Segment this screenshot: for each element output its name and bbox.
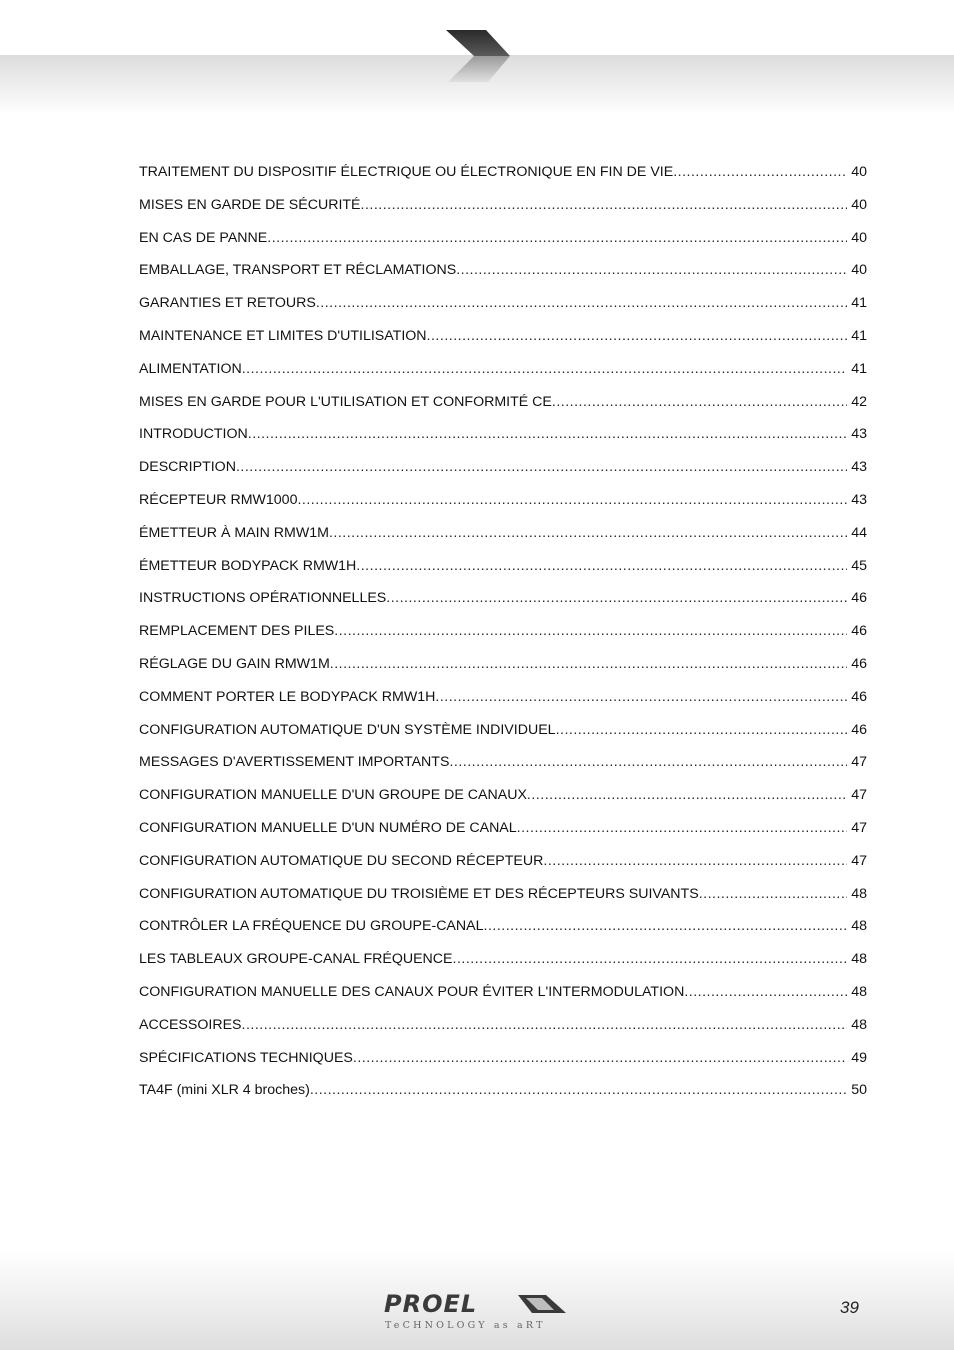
- proel-arrow-icon: [518, 1295, 566, 1313]
- toc-entry-page: 41: [851, 360, 867, 377]
- toc-entry-title: COMMENT PORTER LE BODYPACK RMW1H: [139, 688, 436, 705]
- toc-dot-leader: [361, 193, 848, 217]
- toc-entry[interactable]: [139, 586, 867, 619]
- toc-dot-leader: [673, 160, 847, 184]
- toc-dot-leader: [330, 652, 847, 676]
- toc-dot-leader: [517, 816, 848, 840]
- toc-entry-page: 48: [851, 885, 867, 902]
- toc-entry-page: 46: [851, 721, 867, 738]
- toc-dot-leader: [329, 521, 847, 545]
- toc-entry-title: REMPLACEMENT DES PILES: [139, 623, 335, 640]
- toc-entry[interactable]: [139, 652, 867, 685]
- toc-entry-page: 46: [851, 655, 867, 672]
- toc-entry-page: 40: [851, 262, 867, 279]
- toc-dot-leader: [435, 685, 847, 709]
- toc-dot-leader: [236, 455, 847, 479]
- toc-dot-leader: [310, 1078, 847, 1102]
- toc-dot-leader: [267, 226, 847, 250]
- toc-entry-title: EN CAS DE PANNE: [139, 229, 268, 246]
- toc-dot-leader: [297, 488, 847, 512]
- toc-entry[interactable]: [139, 390, 867, 423]
- toc-entry-title: ÉMETTEUR BODYPACK RMW1H: [139, 557, 357, 574]
- toc-entry-title: MESSAGES D'AVERTISSEMENT IMPORTANTS: [139, 754, 450, 771]
- toc-dot-leader: [453, 947, 848, 971]
- toc-entry[interactable]: [139, 619, 867, 652]
- toc-entry-title: ÉMETTEUR À MAIN RMW1M: [139, 524, 329, 541]
- toc-entry-title: MAINTENANCE ET LIMITES D'UTILISATION: [139, 327, 427, 344]
- toc-entry[interactable]: [139, 914, 867, 947]
- toc-dot-leader: [556, 718, 848, 742]
- toc-entry-page: 40: [851, 229, 867, 246]
- toc-dot-leader: [552, 390, 847, 414]
- toc-dot-leader: [356, 554, 847, 578]
- toc-entry-page: 45: [851, 557, 867, 574]
- toc-entry-title: ALIMENTATION: [139, 360, 242, 377]
- toc-entry-page: 50: [851, 1082, 867, 1099]
- toc-entry[interactable]: [139, 849, 867, 882]
- toc-entry-title: EMBALLAGE, TRANSPORT ET RÉCLAMATIONS: [139, 262, 457, 279]
- toc-dot-leader: [353, 1046, 847, 1070]
- toc-entry-title: CONTRÔLER LA FRÉQUENCE DU GROUPE-CANAL: [139, 918, 484, 935]
- toc-entry-title: CONFIGURATION AUTOMATIQUE DU SECOND RÉCEPTEUR: [139, 852, 544, 869]
- toc-entry[interactable]: [139, 685, 867, 718]
- toc-entry[interactable]: [139, 324, 867, 357]
- logo-tagline: TeCHNOLOGY as aRT: [385, 1320, 546, 1331]
- toc-entry-title: GARANTIES ET RETOURS: [139, 295, 316, 312]
- toc-entry-page: 43: [851, 459, 867, 476]
- toc-entry[interactable]: [139, 488, 867, 521]
- toc-entry[interactable]: [139, 718, 867, 751]
- toc-entry-page: 47: [851, 852, 867, 869]
- toc-dot-leader: [543, 849, 847, 873]
- toc-dot-leader: [456, 258, 847, 282]
- toc-entry-title: TRAITEMENT DU DISPOSITIF ÉLECTRIQUE OU ÉLECTRONIQUE EN FIN DE VIE: [139, 164, 674, 180]
- toc-entry-page: 41: [851, 295, 867, 312]
- toc-entry-page: 48: [851, 983, 867, 1000]
- toc-entry[interactable]: [139, 160, 867, 193]
- toc-dot-leader: [449, 750, 847, 774]
- proel-logo: [384, 1290, 570, 1334]
- toc-dot-leader: [334, 619, 847, 643]
- table-of-contents: [139, 160, 867, 1111]
- toc-entry-page: 49: [851, 1049, 867, 1066]
- toc-entry[interactable]: [139, 422, 867, 455]
- toc-entry-page: 43: [851, 426, 867, 443]
- toc-entry-page: 48: [851, 918, 867, 935]
- toc-entry-title: CONFIGURATION MANUELLE D'UN NUMÉRO DE CANAL: [139, 819, 517, 836]
- toc-entry-page: 48: [851, 951, 867, 968]
- toc-entry[interactable]: [139, 980, 867, 1013]
- page-number: 39: [840, 1298, 859, 1317]
- toc-dot-leader: [484, 914, 848, 938]
- toc-entry-page: 48: [851, 1016, 867, 1033]
- toc-entry[interactable]: [139, 947, 867, 980]
- toc-dot-leader: [684, 980, 847, 1004]
- toc-entry-title: RÉGLAGE DU GAIN RMW1M: [139, 655, 330, 672]
- double-chevron-arrow-icon: [440, 26, 514, 86]
- toc-entry-page: 47: [851, 819, 867, 836]
- toc-entry[interactable]: [139, 816, 867, 849]
- toc-entry-title: ACCESSOIRES: [139, 1016, 242, 1033]
- toc-entry[interactable]: [139, 291, 867, 324]
- toc-dot-leader: [386, 586, 847, 610]
- toc-dot-leader: [248, 422, 847, 446]
- toc-dot-leader: [527, 783, 847, 807]
- toc-entry-page: 41: [851, 327, 867, 344]
- toc-entry[interactable]: [139, 1078, 867, 1111]
- toc-entry-page: 46: [851, 688, 867, 705]
- toc-entry[interactable]: [139, 258, 867, 291]
- toc-entry-title: CONFIGURATION AUTOMATIQUE D'UN SYSTÈME INDIVIDUEL: [139, 721, 556, 738]
- toc-entry[interactable]: [139, 357, 867, 390]
- logo-wordmark: PROEL: [384, 1290, 478, 1318]
- toc-entry-page: 46: [851, 623, 867, 640]
- toc-entry-page: 44: [851, 524, 867, 541]
- toc-entry[interactable]: [139, 1013, 867, 1046]
- toc-entry-title: CONFIGURATION AUTOMATIQUE DU TROISIÈME ET DES RÉCEPTEURS SUIVANTS: [139, 885, 699, 902]
- toc-dot-leader: [242, 1013, 848, 1037]
- toc-entry[interactable]: [139, 783, 867, 816]
- toc-entry-title: SPÉCIFICATIONS TECHNIQUES: [139, 1049, 353, 1066]
- toc-entry-page: 47: [851, 787, 867, 804]
- toc-dot-leader: [242, 357, 847, 381]
- toc-entry[interactable]: [139, 554, 867, 587]
- toc-entry-page: 43: [851, 491, 867, 508]
- toc-entry-title: DESCRIPTION: [139, 459, 236, 476]
- toc-dot-leader: [699, 882, 848, 906]
- toc-entry[interactable]: [139, 750, 867, 783]
- toc-entry-title: RÉCEPTEUR RMW1000: [139, 491, 298, 508]
- toc-entry-page: 47: [851, 754, 867, 771]
- toc-entry-page: 40: [851, 164, 867, 180]
- toc-entry-page: 40: [851, 196, 867, 213]
- toc-entry-title: INTRODUCTION: [139, 426, 248, 443]
- toc-entry-title: TA4F (mini XLR 4 broches): [139, 1082, 310, 1099]
- toc-entry[interactable]: [139, 1046, 867, 1079]
- toc-entry-title: MISES EN GARDE POUR L'UTILISATION ET CONFORMITÉ CE: [139, 393, 552, 410]
- toc-entry[interactable]: [139, 226, 867, 259]
- toc-entry[interactable]: [139, 882, 867, 915]
- toc-entry-title: LES TABLEAUX GROUPE-CANAL FRÉQUENCE: [139, 951, 453, 968]
- toc-entry[interactable]: [139, 521, 867, 554]
- toc-dot-leader: [427, 324, 848, 348]
- toc-entry[interactable]: [139, 455, 867, 488]
- toc-entry-title: CONFIGURATION MANUELLE DES CANAUX POUR ÉVITER L'INTERMODULATION: [139, 983, 685, 1000]
- toc-entry-title: INSTRUCTIONS OPÉRATIONNELLES: [139, 590, 387, 607]
- toc-entry-page: 42: [851, 393, 867, 410]
- toc-dot-leader: [316, 291, 847, 315]
- toc-entry[interactable]: [139, 193, 867, 226]
- toc-entry-title: MISES EN GARDE DE SÉCURITÉ: [139, 196, 361, 213]
- toc-entry-page: 46: [851, 590, 867, 607]
- toc-entry-title: CONFIGURATION MANUELLE D'UN GROUPE DE CANAUX: [139, 787, 527, 804]
